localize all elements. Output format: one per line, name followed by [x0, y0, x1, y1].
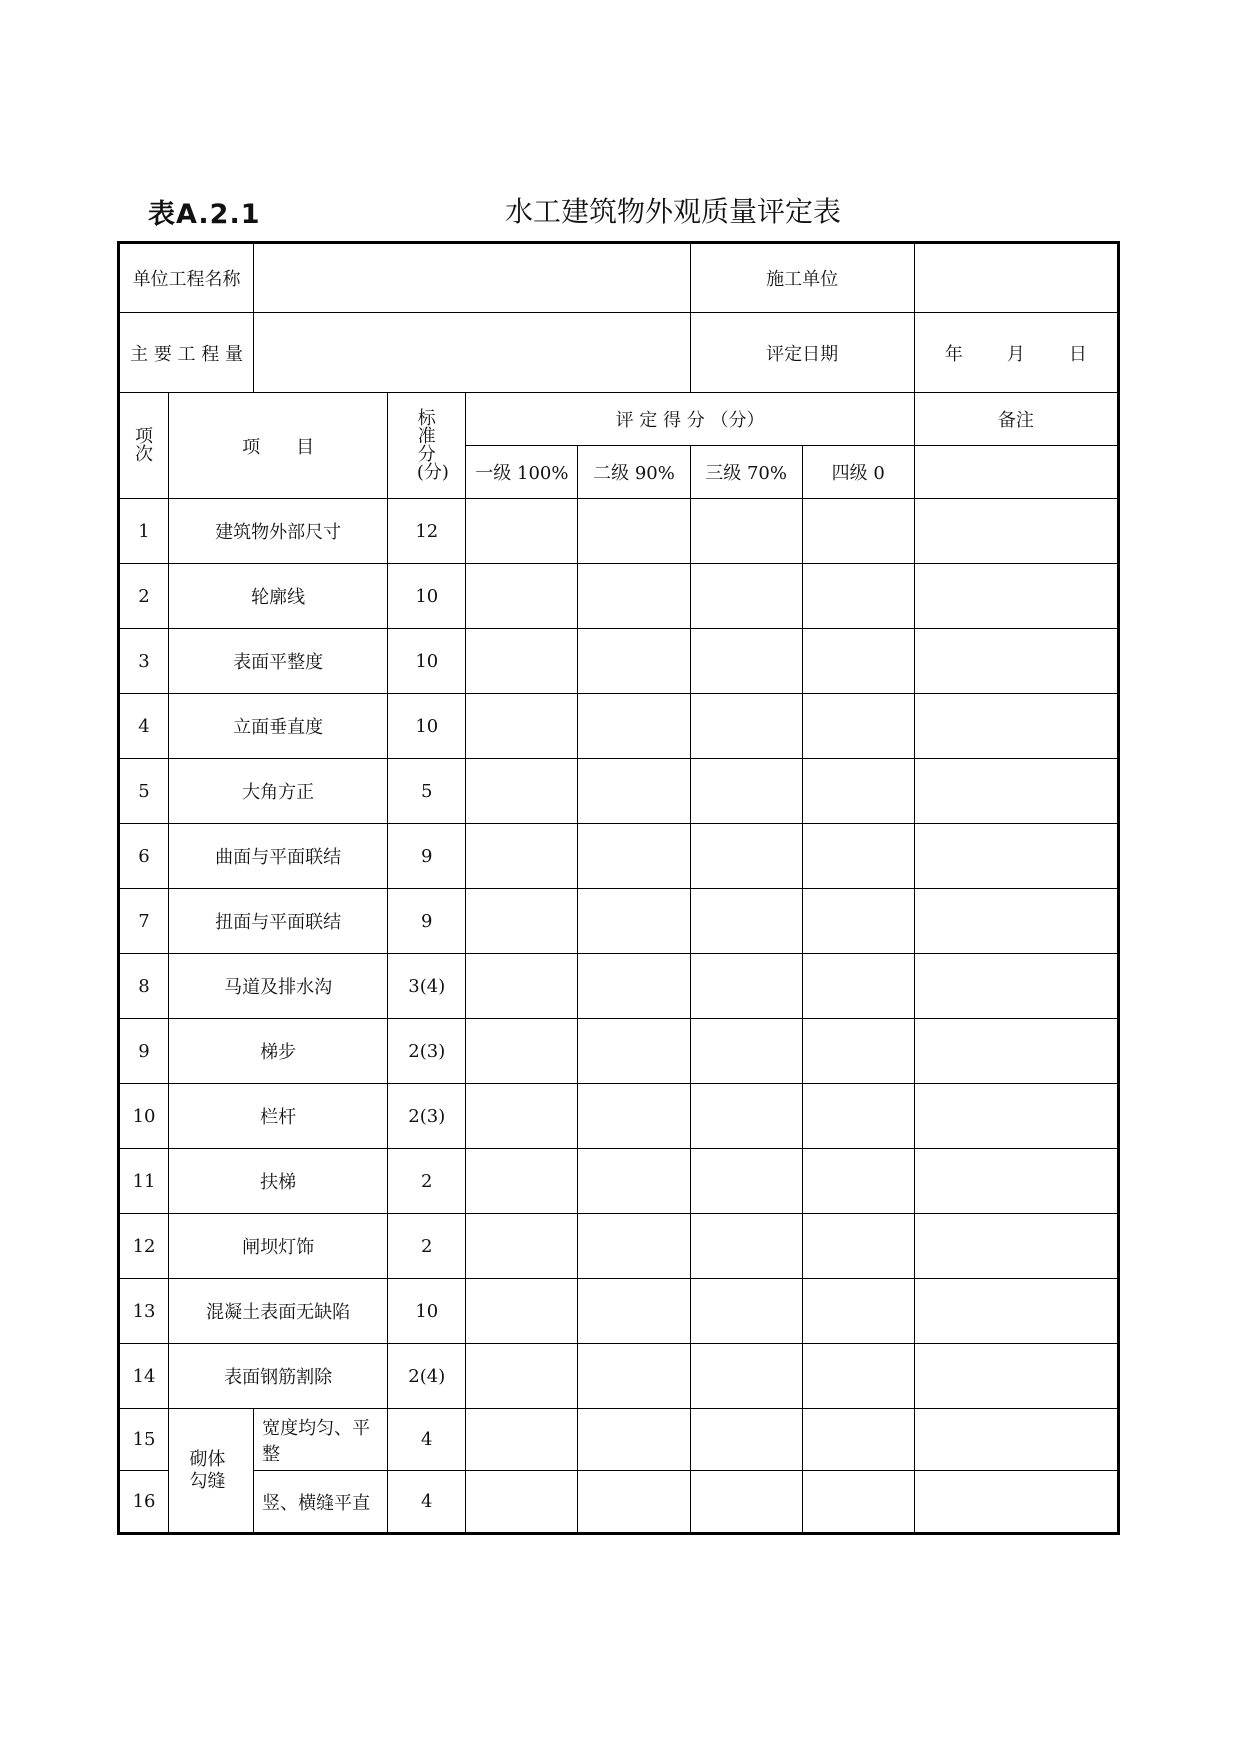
score-cell-grade3[interactable] — [690, 694, 802, 759]
masonry-group-label — [169, 1409, 254, 1534]
col-grade2-header: 二级 90% — [578, 446, 690, 499]
row-standard: 4 — [388, 1409, 466, 1471]
score-cell-grade1[interactable] — [466, 759, 578, 824]
score-cell-grade3[interactable] — [690, 889, 802, 954]
remarks-cell[interactable] — [914, 564, 1118, 629]
score-cell-grade2[interactable] — [578, 1344, 690, 1409]
score-cell-grade4[interactable] — [802, 694, 914, 759]
score-cell-grade1[interactable] — [466, 889, 578, 954]
item-rows — [119, 499, 1119, 1409]
row-number: 14 — [119, 1344, 169, 1409]
table-row — [119, 629, 1119, 694]
row-number: 12 — [119, 1214, 169, 1279]
col-score-group-header: 评 定 得 分 （分） — [466, 393, 914, 446]
remarks-cell[interactable] — [914, 499, 1118, 564]
score-cell-grade3[interactable] — [690, 1214, 802, 1279]
score-cell-grade2[interactable] — [578, 499, 690, 564]
row-standard: 4 — [388, 1471, 466, 1534]
col-standard-header — [388, 393, 466, 499]
remarks-cell[interactable] — [914, 759, 1118, 824]
row-item: 轮廓线 — [169, 564, 388, 629]
row-item: 梯步 — [169, 1019, 388, 1084]
table-code: 表A.2.1 — [148, 199, 261, 230]
score-cell-grade1[interactable] — [466, 629, 578, 694]
score-cell-grade3[interactable] — [690, 1279, 802, 1344]
row-item: 立面垂直度 — [169, 694, 388, 759]
score-cell-grade4[interactable] — [802, 499, 914, 564]
table-row — [119, 1084, 1119, 1149]
row-item: 表面平整度 — [169, 629, 388, 694]
col-grade1-header: 一级 100% — [466, 446, 578, 499]
score-cell-grade4[interactable] — [802, 1409, 914, 1471]
score-cell-grade3[interactable] — [690, 1471, 802, 1534]
row-standard: 2(4) — [388, 1344, 466, 1409]
score-cell-grade2[interactable] — [578, 694, 690, 759]
score-cell-grade4[interactable] — [802, 889, 914, 954]
score-cell-grade1[interactable] — [466, 499, 578, 564]
score-cell-grade2[interactable] — [578, 954, 690, 1019]
table-row — [119, 499, 1119, 564]
row-number: 9 — [119, 1019, 169, 1084]
score-cell-grade3[interactable] — [690, 1084, 802, 1149]
score-cell-grade1[interactable] — [466, 1149, 578, 1214]
score-cell-grade2[interactable] — [578, 889, 690, 954]
score-cell-grade3[interactable] — [690, 499, 802, 564]
col-grade4-header: 四级 0 — [802, 446, 914, 499]
assessment-table — [117, 241, 1120, 1535]
score-cell-grade3[interactable] — [690, 629, 802, 694]
row-number: 2 — [119, 564, 169, 629]
table-row — [119, 564, 1119, 629]
row-standard: 5 — [388, 759, 466, 824]
score-cell-grade2[interactable] — [578, 1279, 690, 1344]
table-row — [119, 759, 1119, 824]
score-cell-grade3[interactable] — [690, 824, 802, 889]
table-row — [119, 889, 1119, 954]
score-cell-grade1[interactable] — [466, 824, 578, 889]
assessment-date-label: 评定日期 — [690, 313, 914, 393]
score-cell-grade2[interactable] — [578, 1214, 690, 1279]
row-number: 15 — [119, 1409, 169, 1471]
remarks-cell[interactable] — [914, 1019, 1118, 1084]
remarks-cell[interactable] — [914, 1214, 1118, 1279]
remarks-cell[interactable] — [914, 1084, 1118, 1149]
table-row — [119, 1279, 1119, 1344]
row-item: 栏杆 — [169, 1084, 388, 1149]
table-row — [119, 954, 1119, 1019]
remarks-cell[interactable] — [914, 824, 1118, 889]
score-cell-grade4[interactable] — [802, 824, 914, 889]
score-cell-grade3[interactable] — [690, 759, 802, 824]
row-standard: 10 — [388, 629, 466, 694]
row-standard: 12 — [388, 499, 466, 564]
score-cell-grade1[interactable] — [466, 564, 578, 629]
row-item: 建筑物外部尺寸 — [169, 499, 388, 564]
score-cell-grade4[interactable] — [802, 1214, 914, 1279]
contractor-label: 施工单位 — [690, 243, 914, 313]
row-item: 竖、横缝平直 — [254, 1471, 388, 1534]
assessment-date-field[interactable] — [914, 313, 1118, 393]
table-row — [119, 1344, 1119, 1409]
col-remarks-header: 备注 — [914, 393, 1118, 446]
row-standard: 2 — [388, 1149, 466, 1214]
masonry-group-text: 砌体勾缝 — [189, 1448, 226, 1492]
col-seq-label: 项次 — [135, 425, 154, 465]
row-item: 扶梯 — [169, 1149, 388, 1214]
row-item: 表面钢筋割除 — [169, 1344, 388, 1409]
score-cell-grade4[interactable] — [802, 1084, 914, 1149]
score-cell-grade3[interactable] — [690, 1344, 802, 1409]
row-standard: 2 — [388, 1214, 466, 1279]
table-row — [119, 1409, 1119, 1471]
row-number: 7 — [119, 889, 169, 954]
table-row — [119, 824, 1119, 889]
date-year-label: 年 — [944, 343, 963, 365]
score-cell-grade1[interactable] — [466, 954, 578, 1019]
score-cell-grade4[interactable] — [802, 629, 914, 694]
row-item: 宽度均匀、平整 — [254, 1409, 388, 1471]
table-row — [119, 1471, 1119, 1534]
row-number: 4 — [119, 694, 169, 759]
row-standard: 10 — [388, 694, 466, 759]
row-item: 闸坝灯饰 — [169, 1214, 388, 1279]
remarks-cell[interactable] — [914, 694, 1118, 759]
remarks-cell[interactable] — [914, 954, 1118, 1019]
score-cell-grade3[interactable] — [690, 564, 802, 629]
score-cell-grade2[interactable] — [578, 1409, 690, 1471]
col-standard-label: 标准分(分) — [416, 407, 449, 483]
remarks-cell[interactable] — [914, 889, 1118, 954]
row-number: 13 — [119, 1279, 169, 1344]
score-cell-grade4[interactable] — [802, 1279, 914, 1344]
score-cell-grade1[interactable] — [466, 1279, 578, 1344]
score-cell-grade1[interactable] — [466, 1409, 578, 1471]
unit-project-field[interactable] — [254, 243, 690, 313]
score-cell-grade1[interactable] — [466, 1471, 578, 1534]
score-cell-grade4[interactable] — [802, 1344, 914, 1409]
row-item: 扭面与平面联结 — [169, 889, 388, 954]
remarks-cell[interactable] — [914, 629, 1118, 694]
main-quantity-field[interactable] — [254, 313, 690, 393]
score-cell-grade2[interactable] — [578, 1084, 690, 1149]
score-cell-grade4[interactable] — [802, 1471, 914, 1534]
row-number: 11 — [119, 1149, 169, 1214]
date-month-label: 月 — [1006, 343, 1025, 365]
row-item: 曲面与平面联结 — [169, 824, 388, 889]
score-cell-grade3[interactable] — [690, 954, 802, 1019]
unit-project-label: 单位工程名称 — [119, 243, 254, 313]
score-cell-grade2[interactable] — [578, 1471, 690, 1534]
row-item: 马道及排水沟 — [169, 954, 388, 1019]
score-cell-grade4[interactable] — [802, 954, 914, 1019]
score-cell-grade4[interactable] — [802, 759, 914, 824]
row-item: 大角方正 — [169, 759, 388, 824]
remarks-subheader-cell — [914, 446, 1118, 499]
score-cell-grade2[interactable] — [578, 629, 690, 694]
row-number: 5 — [119, 759, 169, 824]
row-standard: 2(3) — [388, 1084, 466, 1149]
table-row — [119, 1149, 1119, 1214]
table-row — [119, 1019, 1119, 1084]
row-standard: 9 — [388, 889, 466, 954]
score-cell-grade3[interactable] — [690, 1149, 802, 1214]
remarks-cell[interactable] — [914, 1149, 1118, 1214]
col-seq-header — [119, 393, 169, 499]
row-number: 6 — [119, 824, 169, 889]
score-cell-grade2[interactable] — [578, 824, 690, 889]
remarks-cell[interactable] — [914, 1409, 1118, 1471]
row-number: 16 — [119, 1471, 169, 1534]
row-standard: 3(4) — [388, 954, 466, 1019]
row-number: 10 — [119, 1084, 169, 1149]
score-cell-grade4[interactable] — [802, 1149, 914, 1214]
remarks-cell[interactable] — [914, 1279, 1118, 1344]
score-cell-grade1[interactable] — [466, 1019, 578, 1084]
date-day-label: 日 — [1068, 343, 1087, 365]
score-cell-grade1[interactable] — [466, 694, 578, 759]
row-standard: 10 — [388, 1279, 466, 1344]
remarks-cell[interactable] — [914, 1344, 1118, 1409]
table-row — [119, 1214, 1119, 1279]
score-cell-grade3[interactable] — [690, 1409, 802, 1471]
score-cell-grade2[interactable] — [578, 1149, 690, 1214]
row-standard: 10 — [388, 564, 466, 629]
form-title: 水工建筑物外观质量评定表 — [505, 195, 842, 228]
score-cell-grade4[interactable] — [802, 1019, 914, 1084]
row-number: 1 — [119, 499, 169, 564]
row-standard: 9 — [388, 824, 466, 889]
score-cell-grade1[interactable] — [466, 1214, 578, 1279]
row-number: 3 — [119, 629, 169, 694]
score-cell-grade2[interactable] — [578, 564, 690, 629]
score-cell-grade1[interactable] — [466, 1084, 578, 1149]
main-quantity-label: 主 要 工 程 量 — [119, 313, 254, 393]
contractor-field[interactable] — [914, 243, 1118, 313]
remarks-cell[interactable] — [914, 1471, 1118, 1534]
row-item: 混凝土表面无缺陷 — [169, 1279, 388, 1344]
col-grade3-header: 三级 70% — [690, 446, 802, 499]
score-cell-grade4[interactable] — [802, 564, 914, 629]
row-number: 8 — [119, 954, 169, 1019]
table-row — [119, 694, 1119, 759]
score-cell-grade1[interactable] — [466, 1344, 578, 1409]
col-item-header: 项 目 — [169, 393, 388, 499]
score-cell-grade2[interactable] — [578, 759, 690, 824]
row-standard: 2(3) — [388, 1019, 466, 1084]
score-cell-grade3[interactable] — [690, 1019, 802, 1084]
score-cell-grade2[interactable] — [578, 1019, 690, 1084]
